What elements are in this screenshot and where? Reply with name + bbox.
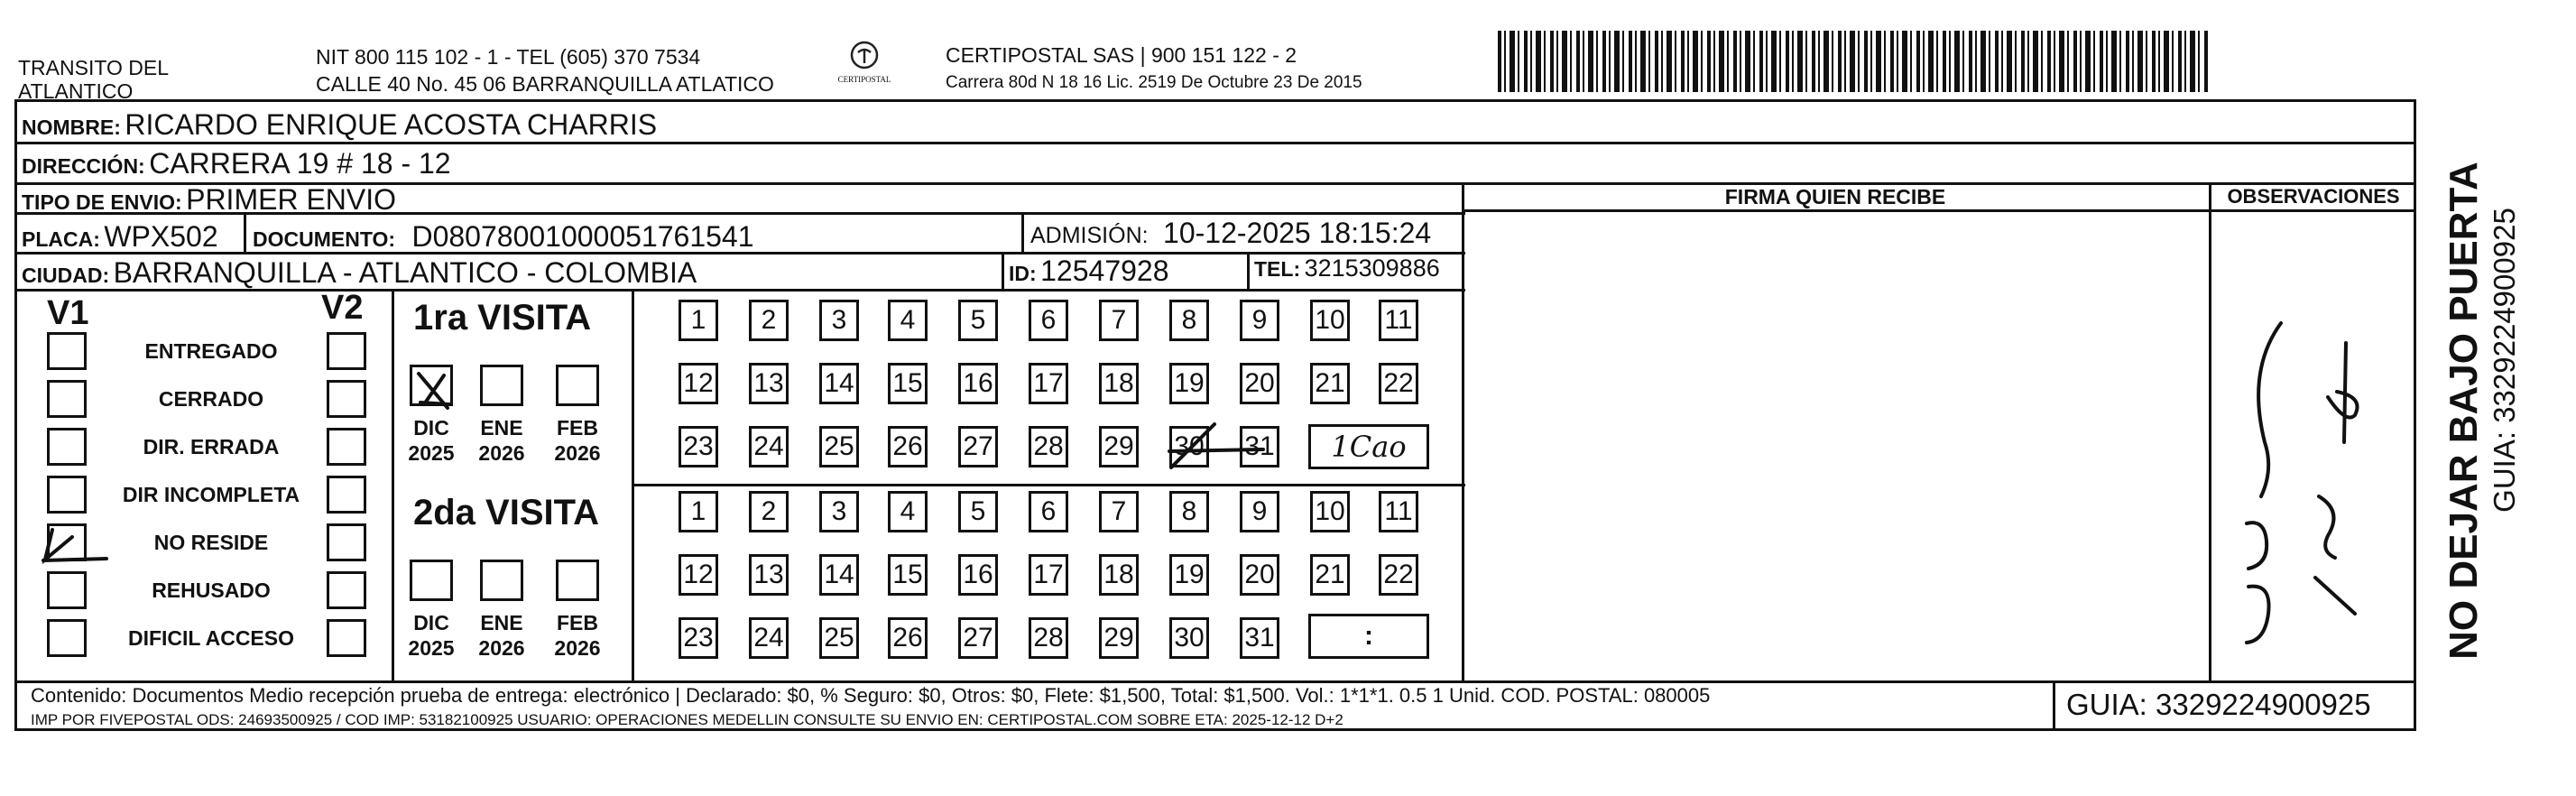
month-name: ENE: [480, 611, 523, 634]
second-visit-time-box[interactable]: [1308, 614, 1429, 659]
second-visit-month-label: [475, 610, 529, 661]
month-name: DIC: [413, 416, 449, 440]
day-number: 27: [963, 623, 993, 653]
direccion-row: [22, 147, 451, 180]
first-visit-day-box[interactable]: [1240, 300, 1279, 341]
id-label: ID:: [1009, 262, 1037, 285]
month-name: DIC: [413, 611, 449, 634]
documento-label: DOCUMENTO:: [253, 227, 396, 251]
contenido-line: Contenido: Documentos Medio recepción prueba de entrega: electrónico | Declarado: $0, % Seguro: $0, Otros: $0, Flete: $1,500, Total: $1,500. Vol.: 1*1*1. 0.5 1 Unid. COD. POSTAL: 080005: [31, 684, 1711, 707]
day-number: 29: [1103, 431, 1134, 461]
day-number: 15: [892, 368, 923, 398]
v1-checkbox[interactable]: [47, 619, 87, 657]
day-number: 22: [1383, 368, 1414, 398]
day-number: 9: [1251, 496, 1268, 526]
courier-line: CERTIPOSTAL SAS | 900 151 122 - 2: [946, 43, 1297, 67]
tel-value: 3215309886: [1304, 255, 1440, 282]
day-number: 13: [753, 560, 784, 589]
first-visit-day-box[interactable]: [958, 300, 998, 341]
license-line: Carrera 80d N 18 16 Lic. 2519 De Octubre 23 De 2015: [946, 73, 1362, 92]
side-guia: GUIA: 3329224900925: [2488, 208, 2521, 513]
first-visit-month-label: [550, 415, 605, 466]
second-visit-day-box[interactable]: [819, 617, 859, 659]
day-number: 26: [892, 431, 923, 461]
day-30-strike: [1164, 419, 1275, 475]
day-number: 20: [1244, 368, 1275, 398]
observaciones-header: OBSERVACIONES: [2227, 185, 2400, 208]
second-visit-day-box[interactable]: [1240, 491, 1279, 532]
day-number: 21: [1315, 368, 1345, 398]
day-number: 14: [824, 368, 854, 398]
tipo-row: [22, 183, 396, 217]
day-number: 13: [753, 368, 784, 398]
day-number: 26: [892, 623, 923, 653]
ciudad-label: CIUDAD:: [22, 264, 110, 287]
v2-checkbox[interactable]: [327, 476, 366, 514]
month-year: 2025: [408, 636, 455, 660]
day-number: 4: [900, 305, 916, 335]
address-line: CALLE 40 No. 45 06 BARRANQUILLA ATLATICO: [316, 72, 774, 96]
side-warning: NO DEJAR BAJO PUERTA: [2442, 162, 2486, 660]
day-number: 8: [1181, 496, 1197, 526]
first-visit-day-box[interactable]: [819, 363, 859, 404]
first-visit-day-box[interactable]: [1169, 300, 1209, 341]
nit-line: NIT 800 115 102 - 1 - TEL (605) 370 7534: [316, 45, 701, 69]
second-visit-day-box[interactable]: [679, 554, 718, 596]
day-number: 31: [1244, 431, 1275, 461]
v2-label: V2: [321, 289, 364, 327]
day-number: 28: [1033, 431, 1064, 461]
guia-box: GUIA: 3329224900925: [2066, 688, 2371, 721]
id-value: 12547928: [1040, 255, 1169, 287]
day-number: 15: [892, 560, 923, 589]
day-number: 2: [761, 496, 777, 526]
first-visit-day-box[interactable]: [1029, 300, 1068, 341]
day-number: 25: [824, 431, 854, 461]
first-visit-day-box[interactable]: [1310, 363, 1350, 404]
day-number: 12: [683, 368, 714, 398]
direccion-label: DIRECCIÓN:: [22, 154, 145, 178]
status-option-label: ENTREGADO: [144, 339, 278, 363]
day-number: 20: [1244, 560, 1275, 589]
status-option-label: REHUSADO: [152, 578, 271, 602]
admision-row: [1030, 217, 1431, 250]
first-visit-day-box[interactable]: [1379, 363, 1418, 404]
day-number: 24: [753, 431, 784, 461]
ciudad-value: BARRANQUILLA - ATLANTICO - COLOMBIA: [113, 256, 697, 289]
month-name: FEB: [557, 416, 598, 440]
first-visit-day-box[interactable]: [1379, 300, 1418, 341]
v1-label: V1: [47, 294, 89, 332]
second-visit-day-box[interactable]: [1099, 491, 1139, 532]
logo-text: CERTIPOSTAL: [837, 75, 891, 84]
v1-checkbox[interactable]: [47, 571, 87, 609]
status-option-label: DIR INCOMPLETA: [122, 483, 300, 506]
v1-checkbox[interactable]: [47, 380, 87, 418]
first-visit-time-value: 1Cao: [1331, 430, 1407, 464]
first-visit-day-box[interactable]: [888, 426, 928, 467]
day-number: 6: [1040, 305, 1057, 335]
courier-info: [946, 43, 1362, 93]
first-visit-day-box[interactable]: [819, 300, 859, 341]
v2-checkbox[interactable]: [327, 332, 366, 370]
second-visit-day-box[interactable]: [1169, 554, 1209, 596]
day-number: 19: [1174, 368, 1205, 398]
day-number: 23: [683, 431, 714, 461]
day-number: 14: [824, 560, 854, 589]
first-visit-day-box[interactable]: [888, 300, 928, 341]
second-visit-day-box[interactable]: [749, 617, 789, 659]
first-visit-time-box[interactable]: [1308, 424, 1429, 469]
first-visit-day-box[interactable]: [749, 363, 789, 404]
second-visit-month-checkbox[interactable]: [410, 560, 453, 601]
month-name: ENE: [480, 416, 523, 440]
day-number: 3: [831, 305, 847, 335]
tel-label: TEL:: [1254, 257, 1301, 281]
admision-label: ADMISIÓN:: [1030, 223, 1149, 248]
v1-no-reside-check: [36, 519, 117, 573]
month-year: 2026: [554, 636, 601, 660]
first-visit-day-box[interactable]: [1099, 426, 1139, 467]
day-number: 19: [1174, 560, 1205, 589]
day-number: 17: [1033, 560, 1064, 589]
day-number: 2: [761, 305, 777, 335]
placa-value: WPX502: [104, 220, 218, 253]
status-option-label: NO RESIDE: [153, 531, 269, 554]
first-visit-month-label: [475, 415, 529, 466]
second-visit-month-checkbox[interactable]: [556, 560, 599, 601]
second-visit-day-box[interactable]: [958, 554, 998, 596]
day-number: 5: [970, 305, 986, 335]
day-number: 17: [1033, 368, 1064, 398]
issuer-line1: TRANSITO DEL: [18, 56, 169, 79]
first-visit-day-box[interactable]: [1029, 363, 1068, 404]
tel-row: [1254, 255, 1440, 282]
first-visit-month-label: [404, 415, 458, 466]
id-row: [1009, 255, 1169, 288]
v2-checkbox[interactable]: [327, 619, 366, 657]
imp-line: IMP POR FIVEPOSTAL ODS: 24693500925 / COD IMP: 53182100925 USUARIO: OPERACIONES MEDELLIN CONSULTE SU ENVIO EN: CERTIPOSTAL.COM SOBRE ETA: 2025-12-12 D+2: [31, 711, 1343, 727]
second-visit-day-box[interactable]: [958, 491, 998, 532]
day-number: 24: [753, 623, 784, 653]
day-number: 7: [1111, 305, 1127, 335]
first-visit-day-box[interactable]: [749, 300, 789, 341]
day-number: 1: [690, 496, 706, 526]
second-visit-month-label: [404, 610, 458, 661]
second-visit-day-box[interactable]: [888, 554, 928, 596]
nombre-value: RICARDO ENRIQUE ACOSTA CHARRIS: [125, 108, 658, 141]
second-visit-day-box[interactable]: [1029, 491, 1068, 532]
second-visit-day-box[interactable]: [1240, 617, 1279, 659]
second-visit-day-box[interactable]: [888, 491, 928, 532]
v2-checkbox[interactable]: [327, 523, 366, 561]
second-visit-time-value: :: [1364, 621, 1373, 651]
placa-row: [22, 220, 218, 254]
second-visit-day-box[interactable]: [1240, 554, 1279, 596]
second-visit-day-box[interactable]: [1029, 554, 1068, 596]
first-visit-day-box[interactable]: [958, 426, 998, 467]
day-number: 28: [1033, 623, 1064, 653]
documento-row: [253, 220, 754, 254]
firma-header: FIRMA QUIEN RECIBE: [1724, 185, 1946, 208]
second-visit-day-box[interactable]: [1099, 617, 1139, 659]
placa-label: PLACA:: [22, 227, 100, 251]
v2-checkbox[interactable]: [327, 380, 366, 418]
day-number: 31: [1244, 623, 1275, 653]
second-visit-day-box[interactable]: [679, 491, 718, 532]
month-year: 2026: [478, 441, 525, 465]
day-number: 4: [900, 496, 916, 526]
first-visit-day-box[interactable]: [1169, 363, 1209, 404]
day-number: 6: [1040, 496, 1057, 526]
second-visit-day-box[interactable]: [1379, 491, 1418, 532]
direccion-value: CARRERA 19 # 18 - 12: [149, 147, 451, 180]
month-year: 2026: [478, 636, 525, 660]
status-option-label: DIR. ERRADA: [143, 435, 280, 458]
second-visit-day-box[interactable]: [1029, 617, 1068, 659]
ciudad-row: [22, 256, 697, 290]
second-visit-day-box[interactable]: [1379, 554, 1418, 596]
month-year: 2025: [408, 441, 455, 465]
admision-value: 10-12-2025 18:15:24: [1163, 217, 1432, 249]
first-visit-day-box[interactable]: [888, 363, 928, 404]
second-visit-day-box[interactable]: [1310, 554, 1350, 596]
second-visit-day-box[interactable]: [1099, 554, 1139, 596]
day-number: 30: [1174, 431, 1205, 461]
first-visit-month-checkbox[interactable]: [556, 365, 599, 406]
v1-checkbox[interactable]: [47, 428, 87, 466]
tipo-value: PRIMER ENVIO: [186, 183, 397, 216]
day-number: 18: [1103, 368, 1134, 398]
day-number: 10: [1315, 496, 1345, 526]
second-visit-day-box[interactable]: [679, 617, 718, 659]
nombre-label: NOMBRE:: [22, 116, 121, 139]
first-visit-day-box[interactable]: [958, 363, 998, 404]
day-number: 29: [1103, 623, 1134, 653]
day-number: 21: [1315, 560, 1345, 589]
second-visit-day-box[interactable]: [819, 491, 859, 532]
first-visit-day-box[interactable]: [1099, 363, 1139, 404]
day-number: 23: [683, 623, 714, 653]
day-number: 16: [963, 368, 993, 398]
second-visit-month-label: [550, 610, 605, 661]
first-visit-day-box[interactable]: [679, 300, 718, 341]
status-option-label: CERRADO: [158, 387, 264, 411]
issuer-contact: [316, 45, 774, 96]
second-visit-title: 2da VISITA: [413, 493, 599, 532]
documento-value: D08078001000051761541: [411, 220, 754, 253]
v2-checkbox[interactable]: [327, 428, 366, 466]
second-visit-day-box[interactable]: [819, 554, 859, 596]
v2-checkbox[interactable]: [327, 571, 366, 609]
second-visit-day-box[interactable]: [888, 617, 928, 659]
second-visit-day-box[interactable]: [958, 617, 998, 659]
issuer-name: [18, 56, 169, 103]
month-name: FEB: [557, 611, 598, 634]
first-visit-day-box[interactable]: [679, 426, 718, 467]
second-visit-month-checkbox[interactable]: [480, 560, 523, 601]
day-number: 11: [1384, 496, 1413, 526]
second-visit-day-box[interactable]: [1169, 617, 1209, 659]
v1-checkbox[interactable]: [47, 332, 87, 370]
day-number: 16: [963, 560, 993, 589]
certipostal-logo-icon: [849, 40, 880, 70]
month-year: 2026: [554, 441, 601, 465]
first-visit-day-box[interactable]: [1029, 426, 1068, 467]
first-visit-month-checkbox[interactable]: [480, 365, 523, 406]
day-number: 1: [690, 305, 706, 335]
barcode: [1498, 31, 2211, 92]
status-option-label: DIFICIL ACCESO: [127, 626, 294, 650]
second-visit-day-box[interactable]: [749, 491, 789, 532]
first-visit-day-box[interactable]: [1240, 363, 1279, 404]
day-number: 18: [1103, 560, 1134, 589]
day-number: 25: [824, 623, 854, 653]
nombre-row: [22, 108, 657, 142]
day-number: 12: [683, 560, 714, 589]
first-visit-day-box[interactable]: [679, 363, 718, 404]
v1-checkbox[interactable]: [47, 476, 87, 514]
day-number: 3: [831, 496, 847, 526]
second-visit-day-box[interactable]: [1310, 491, 1350, 532]
second-visit-day-box[interactable]: [1169, 491, 1209, 532]
day-number: 8: [1181, 305, 1197, 335]
day-number: 30: [1174, 623, 1205, 653]
first-visit-day-box[interactable]: [1310, 300, 1350, 341]
first-visit-day-box[interactable]: [819, 426, 859, 467]
observaciones-handwriting: [2229, 316, 2391, 659]
certipostal-logo: [828, 40, 900, 84]
day-number: 7: [1111, 496, 1127, 526]
second-visit-day-box[interactable]: [749, 554, 789, 596]
first-visit-title: 1ra VISITA: [413, 298, 592, 338]
day-number: 9: [1251, 305, 1268, 335]
first-visit-dic-x-mark: [408, 365, 458, 415]
tipo-label: TIPO DE ENVIO:: [22, 190, 182, 214]
issuer-line2: ATLANTICO: [18, 79, 134, 103]
day-number: 11: [1384, 305, 1413, 335]
day-number: 5: [970, 496, 986, 526]
first-visit-day-box[interactable]: [1099, 300, 1139, 341]
day-number: 22: [1383, 560, 1414, 589]
day-number: 27: [963, 431, 993, 461]
day-number: 10: [1315, 305, 1345, 335]
first-visit-day-box[interactable]: [749, 426, 789, 467]
